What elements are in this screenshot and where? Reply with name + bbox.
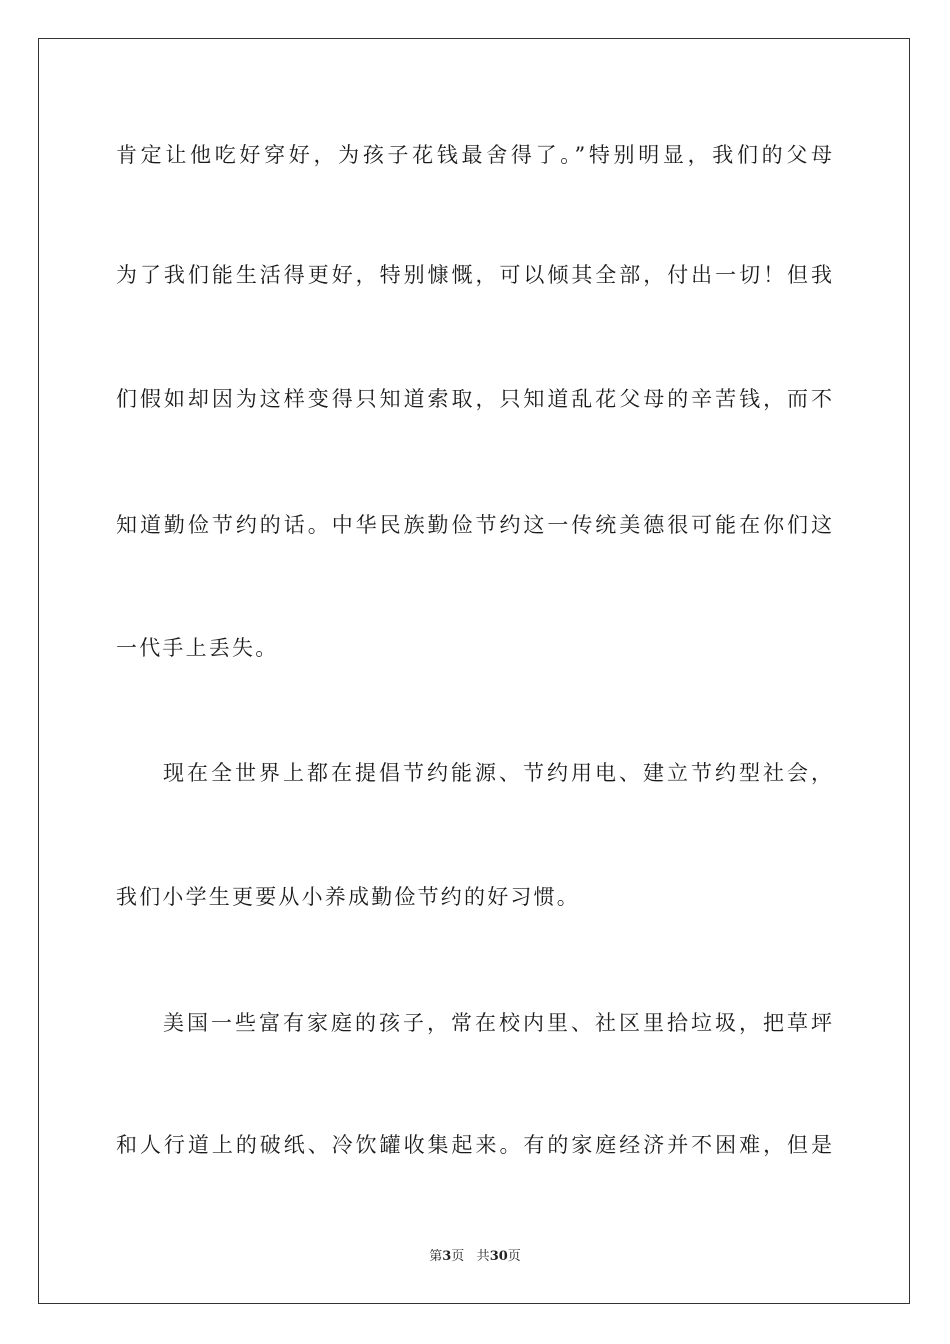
total-prefix: 共 bbox=[476, 1249, 490, 1264]
page-number: 3 bbox=[442, 1249, 452, 1264]
page-footer bbox=[0, 1248, 950, 1266]
total-suffix: 页 bbox=[507, 1249, 521, 1264]
text-line-9: 和人行道上的破纸、冷饮罐收集起来。有的家庭经济并不困难，但是 bbox=[116, 1133, 832, 1157]
page-suffix: 页 bbox=[451, 1249, 465, 1264]
text-line-1: 肯定让他吃好穿好，为孩子花钱最舍得了。”特别明显，我们的父母 bbox=[116, 143, 832, 167]
text-line-3: 们假如却因为这样变得只知道索取，只知道乱花父母的辛苦钱，而不 bbox=[116, 387, 832, 411]
text-line-4: 知道勤俭节约的话。中华民族勤俭节约这一传统美德很可能在你们这 bbox=[116, 513, 832, 537]
text-line-8: 美国一些富有家庭的孩子，常在校内里、社区里拾垃圾，把草坪 bbox=[163, 1011, 832, 1035]
page-prefix: 第 bbox=[429, 1249, 443, 1264]
text-line-5: 一代手上丢失。 bbox=[116, 636, 279, 660]
text-line-2: 为了我们能生活得更好，特别慷慨，可以倾其全部，付出一切！但我 bbox=[116, 263, 832, 287]
text-line-6: 现在全世界上都在提倡节约能源、节约用电、建立节约型社会， bbox=[163, 761, 832, 785]
page-border bbox=[38, 38, 910, 1304]
total-pages: 30 bbox=[489, 1249, 508, 1264]
text-line-7: 我们小学生更要从小养成勤俭节约的好习惯。 bbox=[116, 885, 580, 909]
